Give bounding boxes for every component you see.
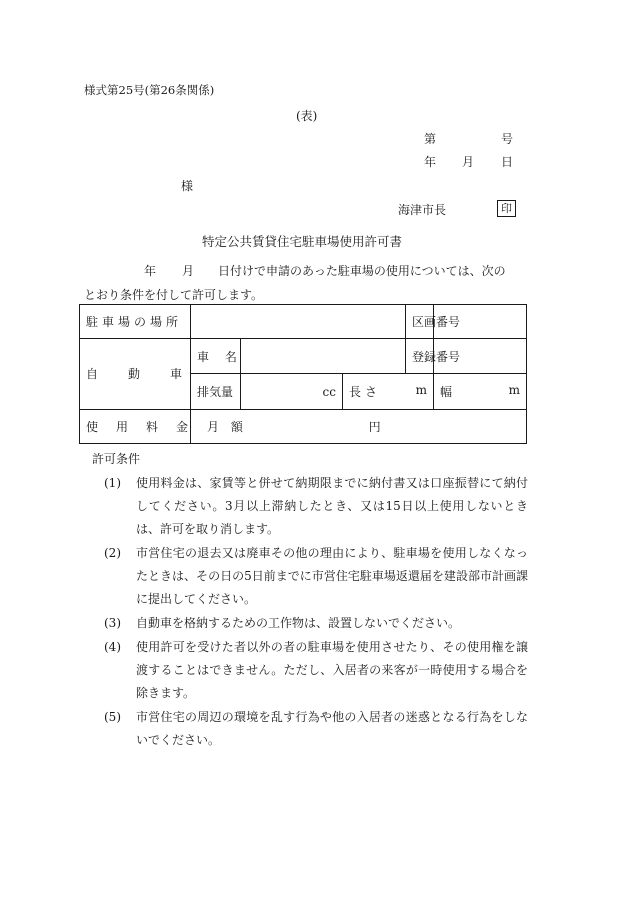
date-day-label: 日: [501, 155, 514, 169]
car-name-value[interactable]: [241, 339, 406, 374]
form-number-label: 様式第25号(第26条関係): [84, 83, 215, 97]
displacement-label: 排気量: [191, 374, 241, 409]
section-number-label: 区画番号: [406, 305, 434, 339]
width-label: 幅: [440, 385, 453, 400]
width-unit: m: [508, 383, 521, 398]
issuer-name: 海津市長: [398, 203, 447, 217]
document-number-suffix: 号: [501, 132, 514, 146]
length-unit: m: [415, 383, 428, 398]
intro-month-label: 月: [182, 264, 195, 278]
fee-value-cell: [191, 409, 527, 443]
condition-text: 使用料金は、家賃等と併せて納期限までに納付書又は口座振替にて納付してください。3月以上滞納したとき、又は15日以上使用しないときは、許可を取り消します。: [136, 476, 528, 536]
monthly-label: 月 額: [207, 419, 247, 434]
location-value[interactable]: [191, 305, 406, 339]
addressee-suffix: 様: [181, 179, 194, 193]
document-number-prefix: 第: [424, 132, 437, 146]
condition-text: 自動車を格納するための工作物は、設置しないでください。: [136, 616, 461, 630]
seal-stamp: 印: [497, 200, 516, 217]
location-label: 駐車場の場所: [80, 305, 191, 339]
car-name-label: 車 名: [191, 339, 241, 374]
vehicle-label-text: 自動車: [86, 367, 213, 382]
condition-number: (3): [104, 616, 121, 630]
conditions-heading: 許可条件: [92, 452, 141, 466]
document-title: 特定公共賃貸住宅駐車場使用許可書: [202, 234, 403, 249]
condition-number: (4): [104, 640, 121, 654]
intro-year-label: 年: [144, 264, 157, 278]
date-month-label: 月: [462, 155, 475, 169]
vehicle-label: [80, 339, 213, 410]
yen-unit: 円: [368, 419, 381, 434]
side-label: (表): [296, 109, 318, 123]
width-cell: [434, 374, 527, 409]
condition-text: 市営住宅の退去又は廃車その他の理由により、駐車場を使用しなくなったときは、その日の5日前までに市営住宅駐車場返還届を建設部市計画課に提出してください。: [136, 546, 528, 606]
condition-number: (1): [104, 476, 121, 490]
condition-number: (5): [104, 710, 121, 724]
intro-line-1: [84, 262, 506, 279]
date-year-label: 年: [424, 155, 437, 169]
registration-label: 登録番号: [406, 339, 434, 374]
intro-line-2: とおり条件を付して許可します。: [84, 288, 264, 302]
intro-text: 日付けで申請のあった駐車場の使用については、次の: [218, 264, 506, 278]
condition-number: (2): [104, 546, 121, 560]
fee-label: 使用料金: [80, 409, 191, 443]
length-cell: [343, 374, 434, 409]
length-label: 長さ: [349, 385, 382, 400]
parking-info-table: [79, 304, 527, 444]
condition-text: 市営住宅の周辺の環境を乱す行為や他の入居者の迷惑となる行為をしないでください。: [136, 710, 528, 747]
displacement-unit: cc: [241, 374, 343, 409]
condition-text: 使用許可を受けた者以外の者の駐車場を使用させたり、その使用権を譲渡することはできません。ただし、入居者の来客が一時使用する場合を除きます。: [136, 640, 528, 700]
